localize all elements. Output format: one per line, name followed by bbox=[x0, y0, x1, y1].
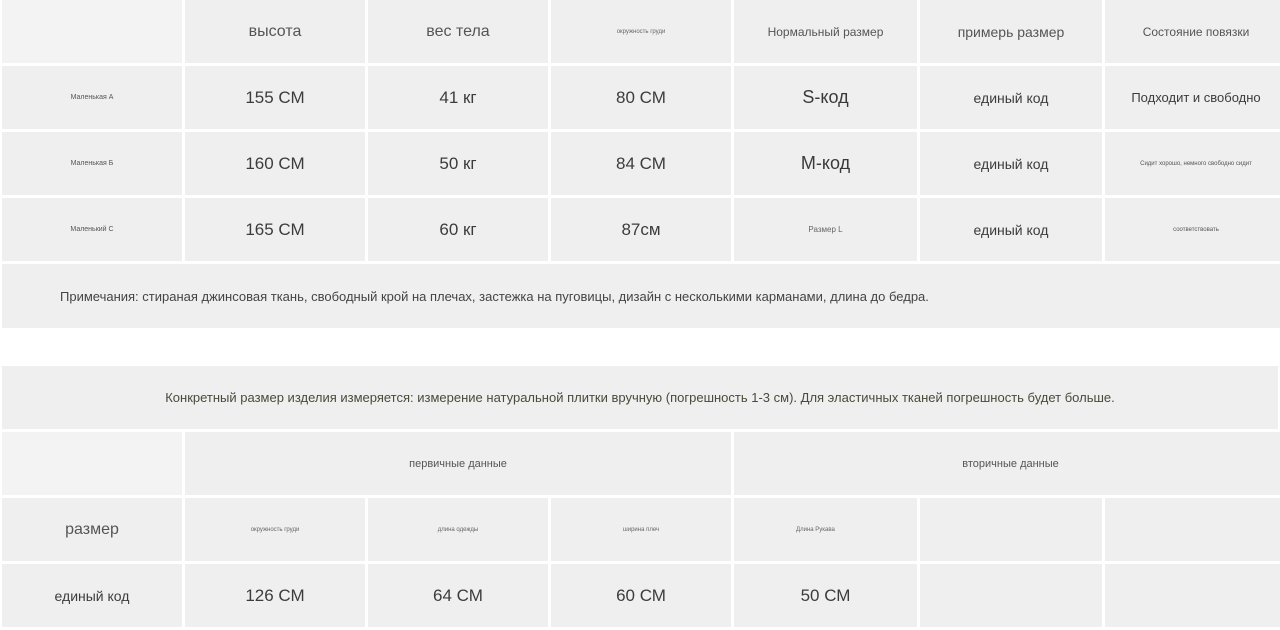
length-header: длина одежды bbox=[368, 498, 548, 561]
header-height: высота bbox=[185, 0, 365, 63]
header-weight: вес тела bbox=[368, 0, 548, 63]
chest-header: окружность груди bbox=[185, 498, 365, 561]
secondary-data-header: вторичные данные bbox=[734, 432, 1280, 495]
row-label: единый код bbox=[2, 564, 182, 627]
weight-value: 50 кг bbox=[368, 132, 548, 195]
empty-cell bbox=[1105, 564, 1280, 627]
wear-state-value: Сидит хорошо, немного свободно сидит bbox=[1105, 132, 1280, 195]
size-header: размер bbox=[2, 498, 182, 561]
normal-size-value: Размер L bbox=[734, 198, 917, 261]
height-value: 165 СМ bbox=[185, 198, 365, 261]
table-row bbox=[2, 564, 1280, 627]
weight-value: 41 кг bbox=[368, 66, 548, 129]
table-row bbox=[2, 66, 1280, 129]
row-label: Маленькая Б bbox=[2, 132, 182, 195]
empty-header-cell bbox=[920, 498, 1102, 561]
height-value: 155 СМ bbox=[185, 66, 365, 129]
normal-size-value: M-код bbox=[734, 132, 917, 195]
shoulder-header: ширина плеч bbox=[551, 498, 731, 561]
chest-value: 80 СМ bbox=[551, 66, 731, 129]
primary-data-header: первичные данные bbox=[185, 432, 731, 495]
chest-value: 126 СМ bbox=[185, 564, 365, 627]
size-chart-header-row bbox=[2, 0, 1280, 63]
weight-value: 60 кг bbox=[368, 198, 548, 261]
empty-header-cell bbox=[1105, 498, 1280, 561]
fit-size-value: единый код bbox=[920, 132, 1102, 195]
group-header-row bbox=[2, 432, 1280, 495]
column-header-row bbox=[2, 498, 1280, 561]
normal-size-value: S-код bbox=[734, 66, 917, 129]
shoulder-value: 60 СМ bbox=[551, 564, 731, 627]
sleeve-header: Длина Рукава bbox=[734, 498, 917, 561]
header-corner-cell bbox=[2, 0, 182, 63]
chest-value: 87см bbox=[551, 198, 731, 261]
chest-value: 84 СМ bbox=[551, 132, 731, 195]
group-corner-cell bbox=[2, 432, 182, 495]
wear-state-value: Подходит и свободно bbox=[1105, 66, 1280, 129]
garment-note: Примечания: стираная джинсовая ткань, свободный крой на плечах, застежка на пуговицы, дизайн с несколькими карманами, длина до бедра. bbox=[2, 264, 1280, 328]
header-fit-size: примерь размер bbox=[920, 0, 1102, 63]
height-value: 160 СМ bbox=[185, 132, 365, 195]
length-value: 64 СМ bbox=[368, 564, 548, 627]
empty-cell bbox=[920, 564, 1102, 627]
fit-size-value: единый код bbox=[920, 66, 1102, 129]
row-label: Маленькая А bbox=[2, 66, 182, 129]
row-label: Маленький С bbox=[2, 198, 182, 261]
header-chest: окружность груди bbox=[551, 0, 731, 63]
wear-state-value: соответствовать bbox=[1105, 198, 1280, 261]
header-wear-state: Состояние повязки bbox=[1105, 0, 1280, 63]
table-row bbox=[2, 132, 1280, 195]
sleeve-value: 50 СМ bbox=[734, 564, 917, 627]
product-measurements-table bbox=[0, 429, 1280, 630]
measurement-notice: Конкретный размер изделия измеряется: измерение натуральной плитки вручную (погрешность 1-3 см). Для эластичных тканей погрешность будет больше. bbox=[2, 366, 1278, 429]
note-row bbox=[2, 264, 1280, 328]
fit-size-value: единый код bbox=[920, 198, 1102, 261]
header-normal-size: Нормальный размер bbox=[734, 0, 917, 63]
table-row bbox=[2, 198, 1280, 261]
